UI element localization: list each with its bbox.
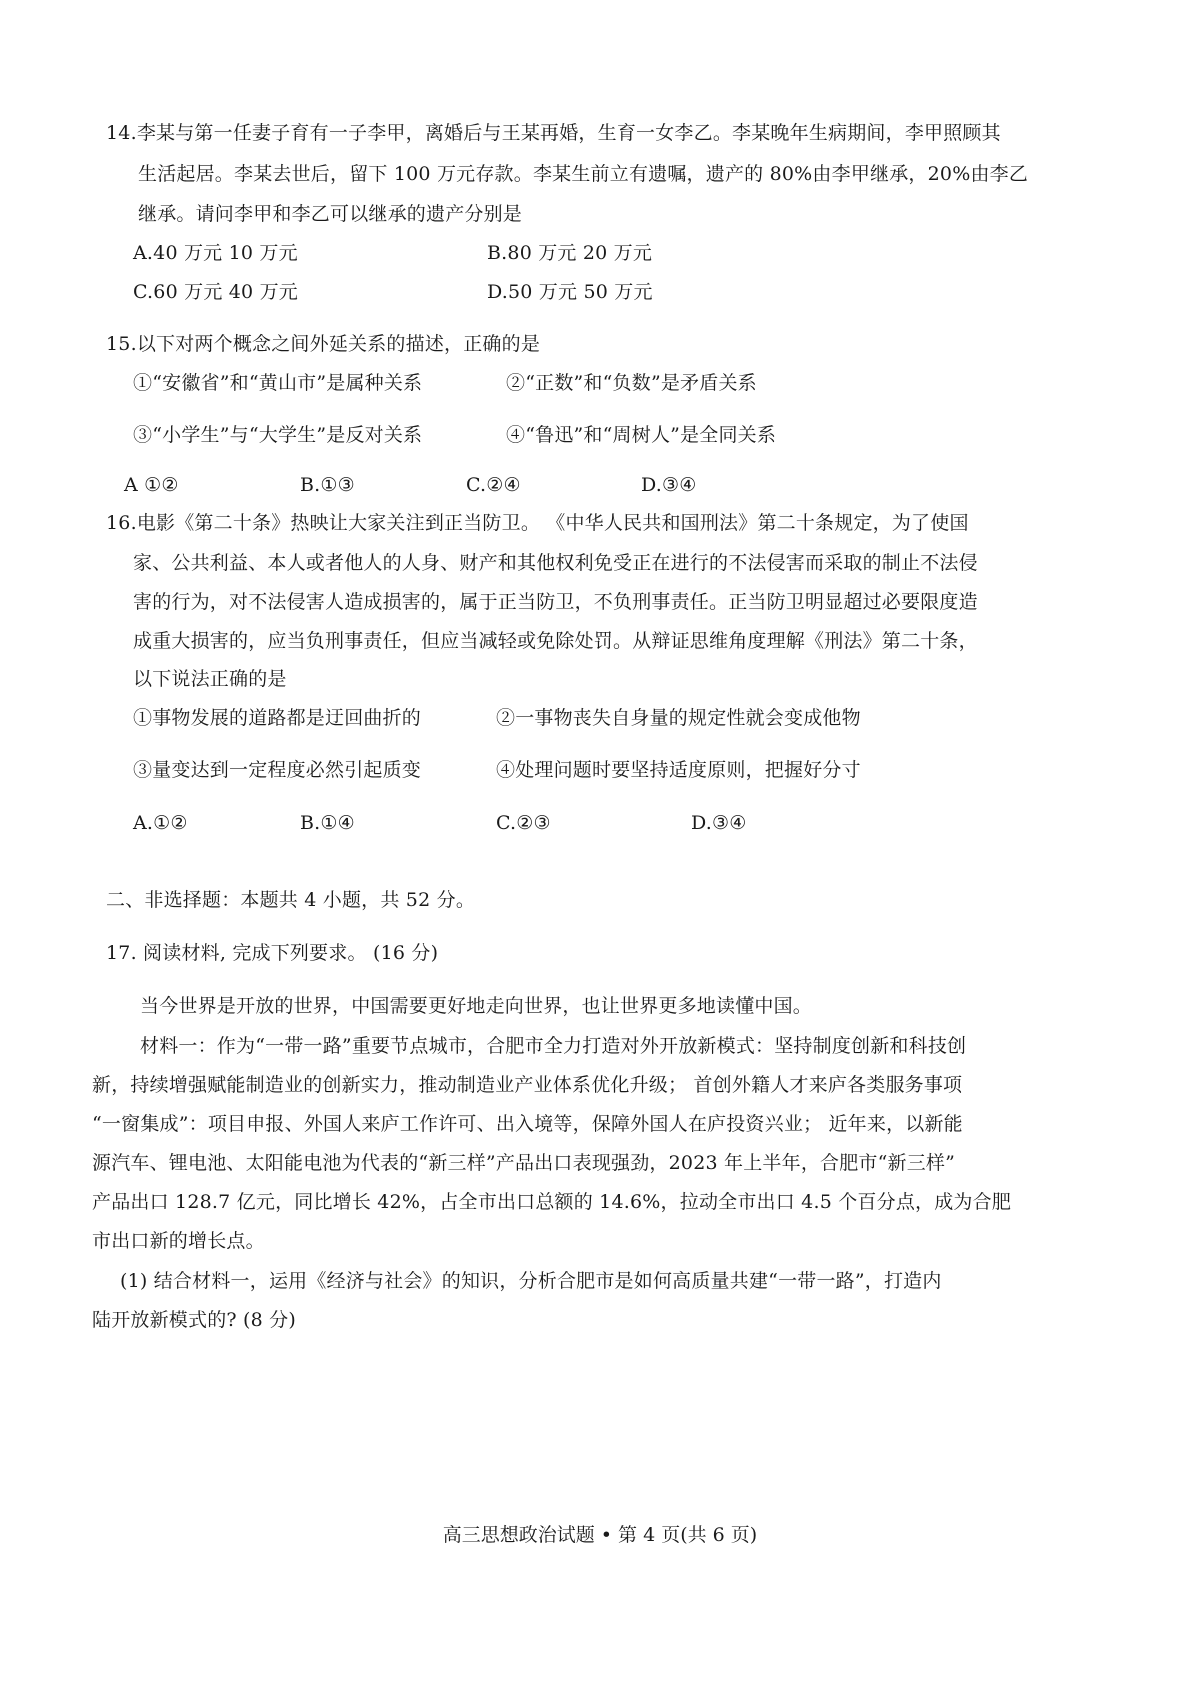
q14-option-c: C.60 万元 40 万元 (133, 281, 298, 303)
q14-stem-line-3: 继承。请问李甲和李乙可以继承的遗产分别是 (138, 203, 523, 225)
q16-stem-line-5: 以下说法正确的是 (133, 668, 287, 690)
q15-option-b: B.①③ (300, 474, 355, 496)
q15-item-4: ④“鲁迅”和“周树人”是全同关系 (506, 424, 777, 446)
q16-stem-line-3: 害的行为，对不法侵害人造成损害的，属于正当防卫，不负刑事责任。正当防卫明显超过必要限度造 (133, 591, 978, 613)
q15-item-2: ②“正数”和“负数”是矛盾关系 (506, 372, 757, 394)
q16-option-b: B.①④ (300, 812, 355, 834)
q16-stem-line-4: 成重大损害的，应当负刑事责任，但应当减轻或免除处罚。从辩证思维角度理解《刑法》第二十条， (133, 630, 978, 652)
q14-stem-line-2: 生活起居。李某去世后，留下 100 万元存款。李某生前立有遗嘱，遗产的 80%由李甲继承，20%由李乙 (138, 163, 1029, 185)
q15-option-a: A ①② (124, 474, 179, 496)
q16-option-a: A.①② (133, 812, 188, 834)
q17-stem: 17. 阅读材料, 完成下列要求。 (16 分) (106, 942, 439, 964)
q15-option-c: C.②④ (466, 474, 521, 496)
q17-material-1-line-5: 产品出口 128.7 亿元，同比增长 42%，占全市出口总额的 14.6%，拉动全市出口 4.5 个百分点，成为合肥 (92, 1191, 1012, 1213)
q17-sub-1-line-1: (1) 结合材料一，运用《经济与社会》的知识，分析合肥市是如何高质量共建“一带一路”，打造内 (120, 1270, 942, 1292)
q16-option-c: C.②③ (496, 812, 551, 834)
q15-stem: 15.以下对两个概念之间外延关系的描述，正确的是 (106, 333, 541, 355)
q15-item-3: ③“小学生”与“大学生”是反对关系 (133, 424, 423, 446)
q17-material-1-line-2: 新，持续增强赋能制造业的创新实力，推动制造业产业体系优化升级； 首创外籍人才来庐各类服务事项 (92, 1074, 963, 1096)
q17-material-1-line-6: 市出口新的增长点。 (92, 1230, 265, 1252)
q17-material-1-line-1: 材料一：作为“一带一路”重要节点城市，合肥市全力打造对外开放新模式：坚持制度创新和科技创 (140, 1035, 967, 1057)
q17-intro: 当今世界是开放的世界，中国需要更好地走向世界，也让世界更多地读懂中国。 (140, 995, 813, 1017)
q16-option-d: D.③④ (691, 812, 747, 834)
q16-stem-line-2: 家、公共利益、本人或者他人的人身、财产和其他权利免受正在进行的不法侵害而采取的制止不法侵 (133, 552, 978, 574)
q17-sub-1-line-2: 陆开放新模式的? (8 分) (92, 1309, 296, 1331)
q15-option-d: D.③④ (641, 474, 697, 496)
page-footer: 高三思想政治试题 • 第 4 页(共 6 页) (442, 1524, 758, 1546)
q16-item-4: ④处理问题时要坚持适度原则，把握好分寸 (496, 759, 861, 781)
q16-item-1: ①事物发展的道路都是迂回曲折的 (133, 707, 422, 729)
q16-item-2: ②一事物丧失自身量的规定性就会变成他物 (496, 707, 861, 729)
q14-option-b: B.80 万元 20 万元 (487, 242, 653, 264)
q15-item-1: ①“安徽省”和“黄山市”是属种关系 (133, 372, 423, 394)
q14-option-d: D.50 万元 50 万元 (487, 281, 653, 303)
q17-material-1-line-3: “一窗集成”：项目申报、外国人来庐工作许可、出入境等，保障外国人在庐投资兴业； 近年来，以新能 (92, 1113, 963, 1135)
q14-stem-line-1: 14.李某与第一任妻子育有一子李甲，离婚后与王某再婚，生育一女李乙。李某晚年生病期间，李甲照顾其 (106, 122, 1001, 144)
q14-option-a: A.40 万元 10 万元 (133, 242, 298, 264)
q16-item-3: ③量变达到一定程度必然引起质变 (133, 759, 422, 781)
q17-material-1-line-4: 源汽车、锂电池、太阳能电池为代表的“新三样”产品出口表现强劲，2023 年上半年，合肥市“新三样” (92, 1152, 956, 1174)
q16-stem-line-1: 16.电影《第二十条》热映让大家关注到正当防卫。 《中华人民共和国刑法》第二十条规定，为了使国 (106, 512, 969, 534)
section-2-heading: 二、非选择题：本题共 4 小题，共 52 分。 (106, 889, 476, 911)
